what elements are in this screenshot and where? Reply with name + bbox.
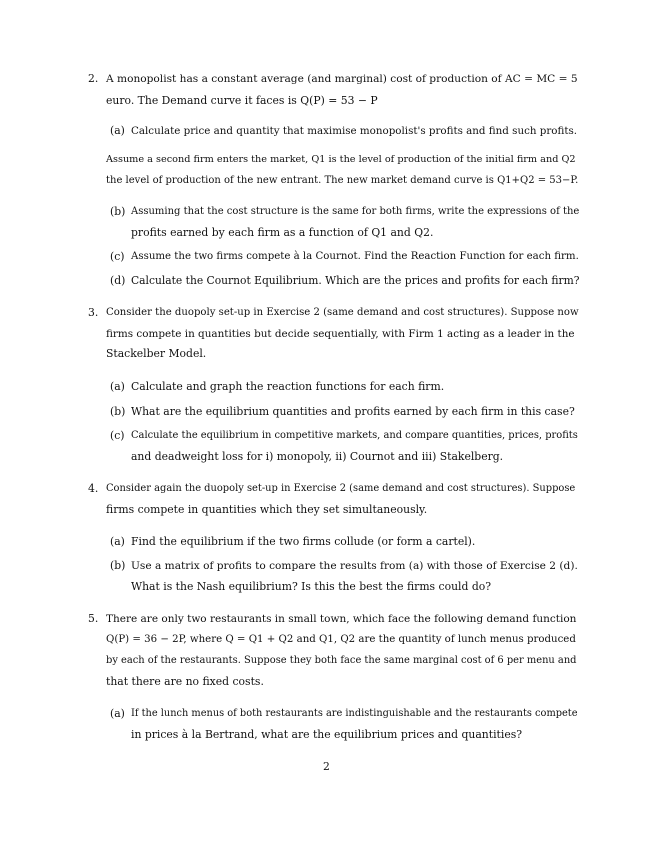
page-number: 2	[323, 760, 330, 773]
exercise-2-number: 2.	[88, 72, 99, 85]
exercise-2-item-c-text: Assume the two firms compete à la Cournot. Find the Reaction Function for each firm.	[131, 251, 579, 262]
exercise-3-item-a-text: Calculate and graph the reaction functions for each firm.	[131, 380, 445, 393]
exercise-4-item-b-label: (b)	[110, 559, 126, 572]
exercise-3-item-c-line-2: and deadweight loss for i) monopoly, ii) Cournot and iii) Stakelberg.	[131, 450, 504, 463]
exercise-2-item-d-label: (d)	[110, 274, 126, 287]
exercise-3-item-c-line-1: Calculate the equilibrium in competitive markets, and compare quantities, prices, profits	[131, 430, 578, 441]
exercise-2-item-a-label: (a)	[110, 124, 125, 137]
exercise-5-item-a-label: (a)	[110, 707, 125, 720]
exercise-4-item-a-text: Find the equilibrium if the two firms collude (or form a cartel).	[131, 535, 476, 548]
exercise-3-item-b-text: What are the equilibrium quantities and profits earned by each firm in this case?	[131, 405, 575, 418]
exercise-5-item-a-line-2: in prices à la Bertrand, what are the equilibrium prices and quantities?	[131, 728, 523, 741]
exercise-3-intro-line-3: Stackelber Model.	[106, 347, 207, 360]
exercise-5-intro-line-4: that there are no fixed costs.	[106, 675, 264, 688]
exercise-5-intro-line-3: by each of the restaurants. Suppose they both face the same marginal cost of 6 per menu and	[106, 655, 577, 666]
exercise-4-item-b-line-2: What is the Nash equilibrium? Is this the best the firms could do?	[131, 580, 492, 593]
exercise-2-middle-line-2: the level of production of the new entrant. The new market demand curve is Q1+Q2 = 53−P.	[106, 175, 579, 186]
exercise-3-number: 3.	[88, 306, 99, 319]
exercise-4-intro-line-1: Consider again the duopoly set-up in Exercise 2 (same demand and cost structures). Suppose	[106, 483, 576, 494]
exercise-5-item-a-line-1: If the lunch menus of both restaurants are indistinguishable and the restaurants compete	[131, 708, 578, 719]
exercise-3-intro-line-1: Consider the duopoly set-up in Exercise 2 (same demand and cost structures). Suppose now	[106, 307, 579, 318]
exercise-2-intro-line-1: A monopolist has a constant average (and marginal) cost of production of AC = MC = 5	[106, 73, 578, 85]
exercise-2-item-b-label: (b)	[110, 205, 126, 218]
exercise-5-intro-line-1: There are only two restaurants in small town, which face the following demand function	[106, 613, 577, 625]
exercise-3-item-c-label: (c)	[110, 429, 125, 442]
exercise-4-intro-line-2: firms compete in quantities which they set simultaneously.	[106, 503, 428, 516]
exercise-4-item-b-line-1: Use a matrix of profits to compare the results from (a) with those of Exercise 2 (d).	[131, 560, 578, 572]
exercise-2-item-b-line-2: profits earned by each firm as a function of Q1 and Q2.	[131, 226, 434, 239]
exercise-5-number: 5.	[88, 612, 99, 625]
exercise-3-intro-line-2: firms compete in quantities but decide sequentially, with Firm 1 acting as a leader in the	[106, 328, 575, 340]
exercise-3-item-b-label: (b)	[110, 405, 126, 418]
exercise-5-intro-line-2: Q(P) = 36 − 2P, where Q = Q1 + Q2 and Q1, Q2 are the quantity of lunch menus produced	[106, 634, 576, 645]
exercise-2-item-c-label: (c)	[110, 250, 125, 263]
exercise-2-item-a-text: Calculate price and quantity that maximise monopolist's profits and find such profits.	[131, 125, 578, 137]
exercise-3-item-a-label: (a)	[110, 380, 125, 393]
exercise-2-item-d-text: Calculate the Cournot Equilibrium. Which are the prices and profits for each firm?	[131, 274, 580, 287]
exercise-2-item-b-line-1: Assuming that the cost structure is the same for both firms, write the expressions of the	[131, 206, 580, 217]
exercise-4-number: 4.	[88, 482, 99, 495]
exercise-2-intro-line-2: euro. The Demand curve it faces is Q(P) = 53 − P	[106, 94, 378, 107]
exercise-2-middle-line-1: Assume a second firm enters the market, Q1 is the level of production of the initial firm and Q2	[106, 154, 576, 165]
exercise-4-item-a-label: (a)	[110, 535, 125, 548]
